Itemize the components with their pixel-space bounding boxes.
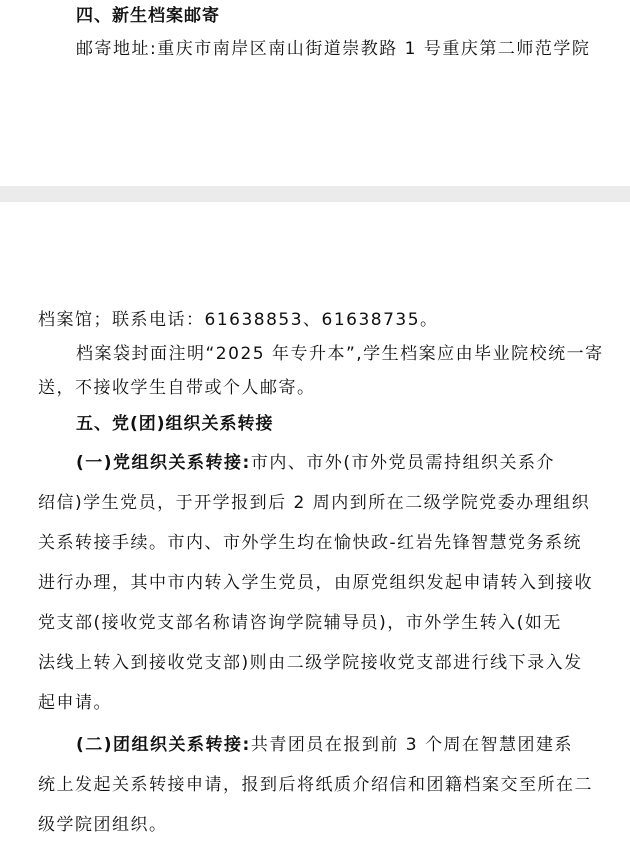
- document-page-top: [0, 0, 630, 186]
- league-transfer-text: 共青团员在报到前 3 个周在智慧团建系: [250, 735, 573, 755]
- section-4-heading: 四、新生档案邮寄: [76, 6, 220, 26]
- party-transfer-line-1: [76, 452, 630, 474]
- page-break: [0, 186, 630, 202]
- mailing-address-line-2: 档案馆；联系电话：61638853、61638735。: [38, 310, 439, 330]
- league-transfer-line-3: 级学院团组织。: [38, 815, 168, 835]
- section-5-heading: 五、党(团)组织关系转接: [76, 414, 274, 434]
- archive-note-line-2: 送，不接收学生自带或个人邮寄。: [38, 378, 316, 398]
- party-transfer-line-5: 党支部(接收党支部名称请咨询学院辅导员)，市外学生转入(如无: [38, 613, 562, 633]
- document-page-bottom: [0, 202, 630, 844]
- party-transfer-text: 市内、市外(市外党员需持组织关系介: [250, 453, 555, 473]
- league-transfer-line-1: [76, 734, 630, 756]
- party-transfer-line-4: 进行办理，其中市内转入学生党员，由原党组织发起申请转入到接收: [38, 573, 593, 593]
- party-transfer-line-6: 法线上转入到接收党支部)则由二级学院接收党支部进行线下录入发: [38, 653, 583, 673]
- party-transfer-line-2: 绍信)学生党员，于开学报到后 2 周内到所在二级学院党委办理组织: [38, 493, 591, 513]
- league-transfer-line-2: 统上发起关系转接申请，报到后将纸质介绍信和团籍档案交至所在二: [38, 775, 593, 795]
- league-transfer-label: (二)团组织关系转接:: [76, 735, 251, 755]
- party-transfer-label: (一)党组织关系转接:: [76, 453, 251, 473]
- mailing-address-line-1: 邮寄地址:重庆市南岸区南山街道崇教路 1 号重庆第二师范学院: [76, 39, 591, 59]
- archive-note-line-1: 档案袋封面注明“2025 年专升本”,学生档案应由毕业院校统一寄: [76, 344, 604, 364]
- party-transfer-line-7: 起申请。: [38, 693, 112, 713]
- party-transfer-line-3: 关系转接手续。市内、市外学生均在愉快政-红岩先锋智慧党务系统: [38, 533, 583, 553]
